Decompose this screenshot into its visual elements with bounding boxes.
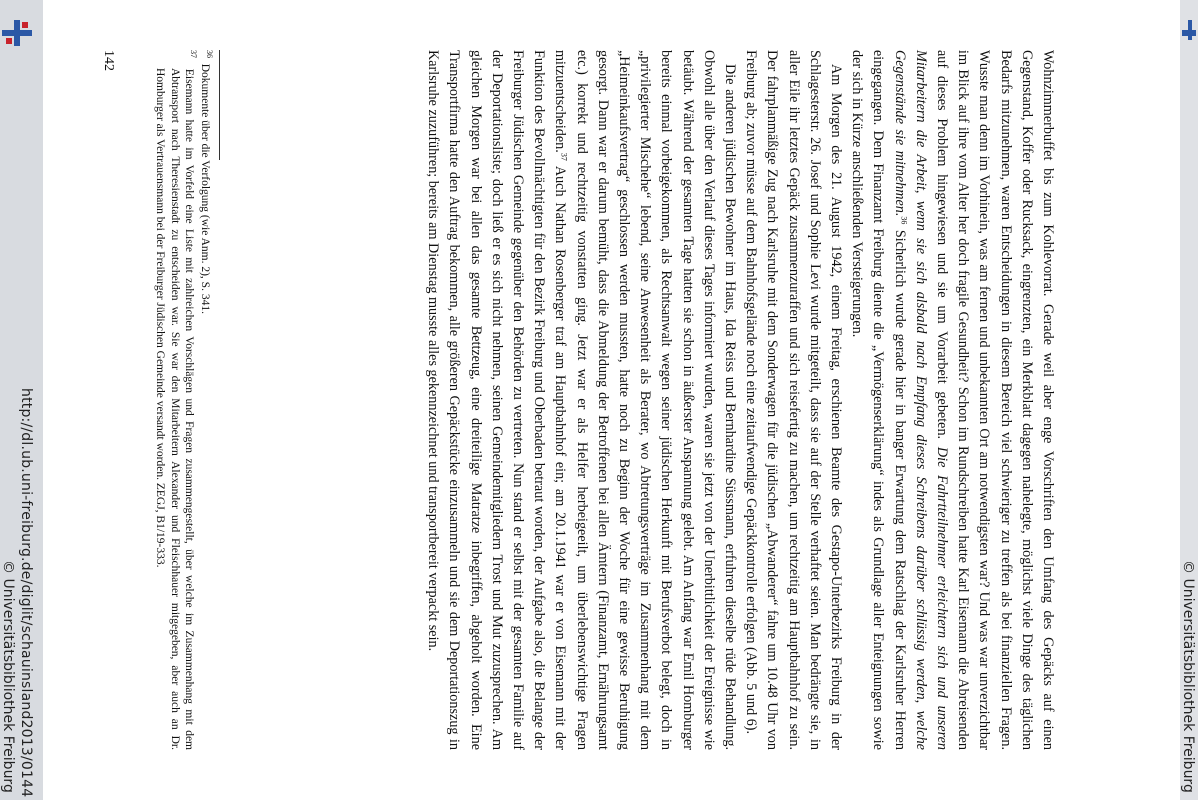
footnote-divider (219, 50, 220, 160)
footnote-text: Eisemann hatte im Vorfeld eine Liste mit zahlreichen Vorschlägen und Fragen zusammengestellt, über welche im Zusammenhang mit dem Abtransport nach Theresienstadt zu entscheiden war. Sie war den Mitarbeitern Alexander und Fleischhauer mitgegeben, aber auch an Dr. Homburger als Vertrauensmann bei der Freiburger Jüdischen Gemeinde versandt worden. ZEGJ, B1/19-333. (154, 68, 196, 750)
page-body-text (422, 50, 1058, 750)
copyright-right: © Universitätsbibliothek Freiburg (1180, 560, 1196, 793)
footnote-text: Dokumente über die Verfolgung (wie Anm. 2), S. 341. (199, 63, 211, 314)
paragraph (846, 50, 1058, 750)
footnote (153, 50, 197, 750)
footnote-ref-37: 37 (560, 152, 570, 161)
footnotes (152, 50, 212, 750)
quote-italic: Die Fahrtteilnehmer erleichtern sich und unseren Mitarbeitern die Arbeit, wenn sie sich alsbald nach Empfang dieses Schreibens darüber schlüssig werden, welche Gegenstände sie mitnehmen. (891, 50, 950, 750)
paragraph-text: Die anderen jüdischen Bewohner im Haus, Ida Reiss und Bernhardine Süssmann, erfuhren dieselbe rüde Behandlung. Obwohl alle über den Verlauf dieses Tages informiert wurden, waren sie jetzt von der Unerbittlichkeit der Ereignisse wie betäubt. Während der gesamten Tage hatten sie schon in äußerster Anspannung gelebt. Am Anfang war Emil Homburger bereits einmal vorbeigekommen, als Rechtsanwalt wegen seiner jüdischen Herkunft mit Berufsverbot belegt, doch in „privilegierter Mischehe“ lebend, seine Anwesenheit als Berater, wo Abtretungsverträge im Zusammenhang mit dem „Heimeinkaufsvertrag“ geschlossen werden mussten, hatte noch zu Beginn der Woche für eine gewisse Beruhigung gesorgt. Dann war er darum bemüht, dass die Abmeldung der Betroffenen bei allen Ämtern (Finanzamt, Ernährungsamt etc.) korrekt und rechtzeitig vonstatten ging. Jetzt war er als Helfer herbeigeeilt, um überlebenswichtige Fragen mitzuentscheiden. (552, 50, 738, 750)
paragraph-text: Auch Nathan Rosenberger traf am Hauptbahnhof ein; am 20.1.1941 war er von Eisemann mit der Funktion des Bevollmächtigten für den Bezirk Freiburg und Oberbaden betraut worden, der Aufgabe also, die Belange der Freiburger Jüdischen Gemeinde gegenüber den Behörden zu vertreten. Nun stand er selbst mit der gesamten Familie auf der Deportationsliste; doch ließ er es sich nicht nehmen, seinen Gemeindemitgliedern Trost und Mut zuzusprechen. Am gleichen Morgen war bei allen das gesamte Bettzeug, eine dreiteilige Matratze inbegriffen, abgeholt worden. Eine Transportfirma hatte den Auftrag bekommen, alle größeren Gepäckstücke einzusammeln und sie dem Deportationszug in Karlsruhe zuzuführen; bereits am Dienstag musste alles gekennzeichnet und transportbereit verpackt sein. (425, 50, 569, 750)
footnote (197, 50, 212, 750)
footnote-number: 36 (204, 50, 214, 58)
paragraph (740, 50, 846, 750)
paragraph-text: Wohnzimmerbuffet bis zum Kohlevorrat. Gerade weil aber enge Vorschriften den Umfang des Gepäcks auf einen Gegenstand, Koffer oder Rucksack, eingrenzten, ein Merkblatt dagegen nahelegte, möglichst viele Dinge des täglichen Bedarfs mitzunehmen, waren Entscheidungen in diesem Bereich viel schwieriger zu treffen als bei finanziellen Fragen. Wusste man denn im Vorhinein, was am fernen und unbekannten Ort am notwendigsten war? Und was war unverzichtbar im Blick auf ihre vom Alter her doch fragile Gesundheit? Schon im Rundschreiben hatte Karl Eisemann die Abreisenden auf dieses Problem hingewiesen und sie um Vorarbeit gebeten. (933, 50, 1056, 750)
library-logo-right-icon (1182, 20, 1196, 46)
library-logo-icon (2, 20, 34, 46)
paragraph (422, 50, 740, 750)
footnote-ref-36: 36 (899, 216, 909, 225)
footnote-number: 37 (189, 50, 199, 58)
source-url-link[interactable]: http://dl.ub.uni-freiburg.de/diglit/schauinsland2013/0144 (18, 388, 34, 798)
scanned-page (101, 50, 1058, 790)
page-number: 142 (101, 50, 116, 71)
paragraph-text: Am Morgen des 21. August 1942, einem Freitag, erschienen Beamte des Gestapo-Unterbezirks Freiburg in der Schlagesterstr. 26. Josef und Sophie Levi wurde mitgeteilt, dass sie auf der Stelle verhaftet seien. Man bedrängte sie, in aller Eile ihr letztes Gepäck zusammenzuraffen und sich reisefertig zu machen, um rechtzeitig am Hauptbahnhof zu sein. Der fahrplanmäßige Zug nach Karlsruhe mit dem Sonderwagen für die jüdischen „Abwanderer“ fahre um 10.48 Uhr von Freiburg ab; zuvor müsse auf dem Bahnhofsgelände noch eine zeitaufwendige Gepäckkontrolle erfolgen (Abb. 5 und 6). (743, 50, 844, 750)
paragraph-text: Sicherlich wurde gerade hier in banger Erwartung dem Ratschlag der Karlsruher Herren eingegangen. Dem Finanzamt Freiburg diente die „Vermögenserklärung“ indes als Grundlage aller Enteignungen sowie der sich in Kürze anschließenden Versteigerungen. (849, 50, 908, 750)
copyright-left: © Universitätsbibliothek Freiburg (0, 560, 16, 793)
